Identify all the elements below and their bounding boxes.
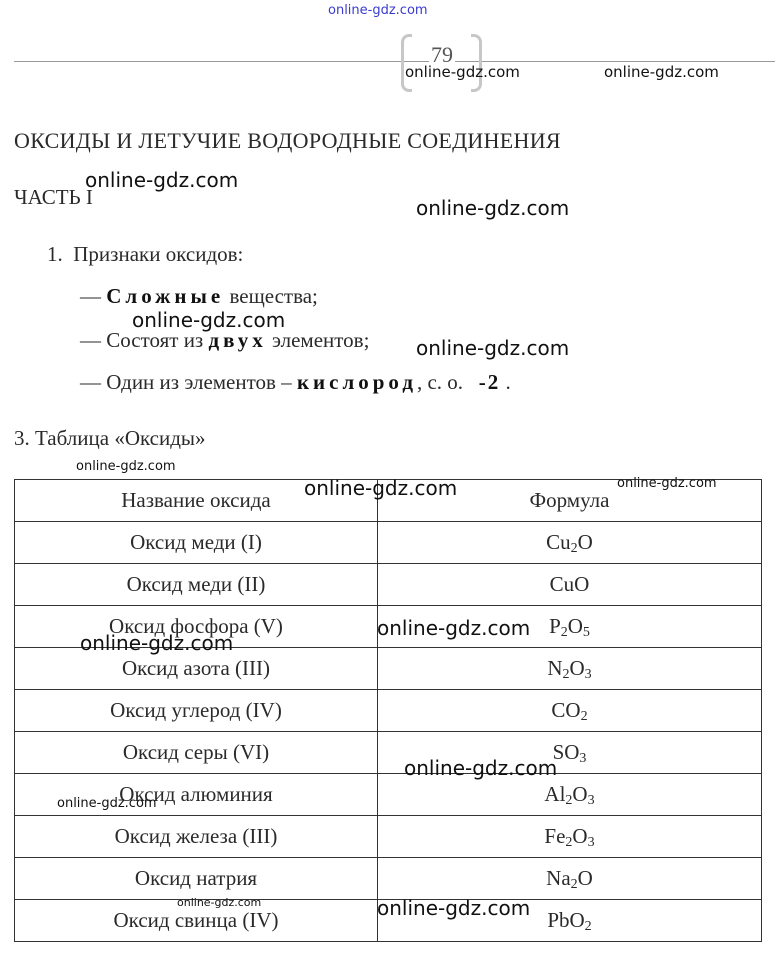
formula-symbol: CO [551,698,581,722]
answer-oxygen: кислород [296,370,417,394]
oxide-formula-cell [378,858,762,900]
watermark-text: online-gdz.com [377,896,531,920]
watermark-text: online-gdz.com [304,476,458,500]
formula-subscript: 2 [570,877,578,892]
formula-subscript: 5 [582,625,590,640]
oxide-name-cell: Оксид свинца (IV) [15,900,378,942]
watermark-text: online-gdz.com [405,63,520,81]
formula-symbol: O [567,614,583,638]
table-row [15,858,762,900]
formula-symbol: CuO [549,572,590,596]
formula-subscript: 2 [565,835,573,850]
answer-two: двух [208,328,267,352]
dash: — [80,284,101,308]
formula-symbol: O [577,866,593,890]
watermark-text: online-gdz.com [76,459,176,474]
q1-line-3: — Один из элементов – кислород, с. о. -2 . [80,370,511,394]
answer-complex: Сложные [106,284,225,308]
formula-symbol: O [577,530,593,554]
oxide-formula-cell [378,690,762,732]
page-number: 79 [431,42,453,67]
formula-symbol: SO [552,740,580,764]
formula-subscript: 3 [579,751,587,766]
formula-symbol: Cu [546,530,571,554]
formula-symbol: Al [544,782,566,806]
oxide-formula-cell [378,648,762,690]
watermark-text: online-gdz.com [57,796,157,811]
table-row [15,564,762,606]
oxide-name-cell: Оксид серы (VI) [15,732,378,774]
formula-symbol: N [547,656,563,680]
watermark-text: online-gdz.com [132,308,286,332]
oxide-name-cell: Оксид меди (II) [15,564,378,606]
table-row [15,522,762,564]
watermark-text: online-gdz.com [404,756,558,780]
column-header-name: Название оксида [15,480,378,522]
site-header-watermark: online-gdz.com [328,3,428,18]
oxide-name-cell: Оксид азота (III) [15,648,378,690]
formula-symbol: Na [546,866,571,890]
formula-subscript: 2 [562,667,570,682]
watermark-text: online-gdz.com [416,336,570,360]
watermark-text: online-gdz.com [177,896,262,909]
oxide-name-cell: Оксид углерод (IV) [15,690,378,732]
oxide-name-cell: Оксид железа (III) [15,816,378,858]
part-heading: ЧАСТЬ I [14,185,93,209]
formula-symbol: O [569,656,585,680]
header-rule [14,61,775,62]
oxides-table [14,479,762,942]
oxide-name-cell: Оксид фосфора (V) [15,606,378,648]
formula-subscript: 2 [580,709,588,724]
watermark-text: online-gdz.com [617,476,717,491]
watermark-text: online-gdz.com [377,616,531,640]
oxide-formula-cell [378,816,762,858]
watermark-text: online-gdz.com [416,196,570,220]
formula-subscript: 2 [570,541,578,556]
formula-symbol: O [572,824,588,848]
oxide-name-cell: Оксид натрия [15,858,378,900]
q3-heading: 3. Таблица «Оксиды» [14,426,206,450]
formula-symbol: O [572,782,588,806]
formula-subscript: 3 [587,793,595,808]
table-row [15,816,762,858]
formula-subscript: 3 [584,667,592,682]
q1-heading: 1. Признаки оксидов: [47,242,244,266]
formula-subscript: 3 [587,835,595,850]
page-title: ОКСИДЫ И ЛЕТУЧИЕ ВОДОРОДНЫЕ СОЕДИНЕНИЯ [14,128,561,153]
oxide-name-cell: Оксид меди (I) [15,522,378,564]
dash: — [80,370,101,394]
watermark-text: online-gdz.com [80,631,234,655]
formula-subscript: 2 [560,625,568,640]
q1-line-1: — Сложные вещества; [80,284,318,308]
column-header-formula: Формула [378,480,762,522]
oxide-formula-cell [378,522,762,564]
watermark-text: online-gdz.com [604,63,719,81]
formula-symbol: P [549,614,561,638]
oxide-formula-cell [378,564,762,606]
formula-subscript: 2 [565,793,573,808]
formula-symbol: PbO [547,908,585,932]
table-row [15,732,762,774]
formula-symbol: Fe [544,824,566,848]
oxide-name-cell: Оксид алюминия [15,774,378,816]
watermark-text: online-gdz.com [85,168,239,192]
table-row [15,690,762,732]
dash: — [80,328,101,352]
answer-oxidation-state: -2 [478,370,501,394]
q1-line-2: — Состоят из двух элементов; [80,328,370,352]
formula-subscript: 2 [584,919,592,934]
